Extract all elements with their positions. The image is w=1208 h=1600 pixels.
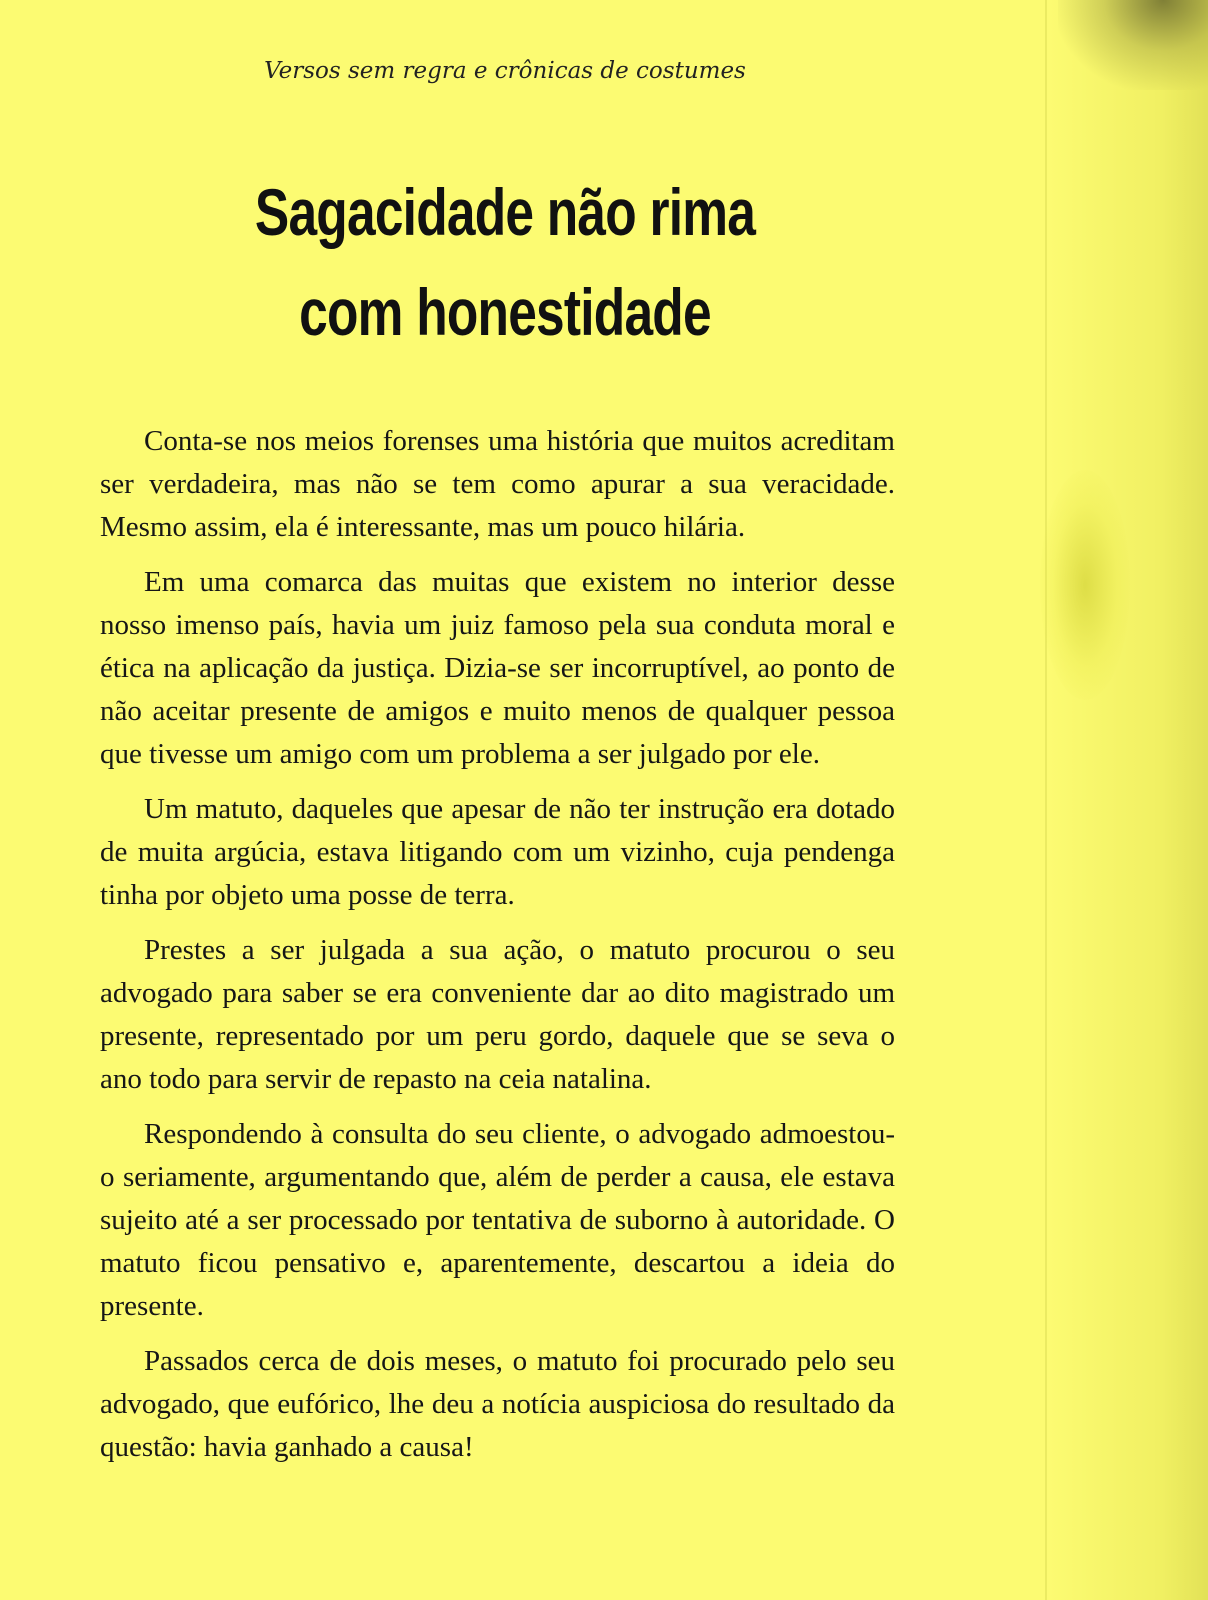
scan-edge-shadow	[1048, 0, 1208, 1600]
scan-smudge	[1040, 470, 1130, 700]
paragraph-3: Um matuto, daqueles que apesar de não ter instrução era dotado de muita argúcia, estava litigando com um vizinho, cuja pendenga tinha por objeto uma posse de terra.	[100, 793, 895, 911]
paragraph-5: Respondendo à consulta do seu cliente, o advogado admoestou-o seriamente, argumentando que, além de perder a causa, ele estava sujeito até a ser processado por tentativa de suborno à autoridade. O matuto ficou pensativo e, aparentemente, descartou a ideia do presente.	[100, 1118, 895, 1322]
chapter-title-line-2: com honestidade	[299, 275, 711, 349]
paragraph-1: Conta-se nos meios forenses uma história que muitos acreditam ser verdadeira, mas não se tem como apurar a sua veracidade. Mesmo assim, ela é interessante, mas um pouco hilária.	[100, 425, 895, 543]
paragraph-6: Passados cerca de dois meses, o matuto foi procurado pelo seu advogado, que eufórico, lhe deu a notícia auspiciosa do resultado da questão: havia ganhado a causa!	[100, 1345, 895, 1463]
chapter-title	[111, 162, 899, 362]
chapter-title-line-1: Sagacidade não rima	[254, 175, 756, 249]
running-head: Versos sem regra e crônicas de costumes	[264, 58, 746, 84]
paragraph-2: Em uma comarca das muitas que existem no interior desse nosso imenso país, havia um juiz famoso pela sua conduta moral e ética na aplicação da justiça. Dizia-se ser incorruptível, ao ponto de não aceitar presente de amigos e muito menos de qualquer pessoa que tivesse um amigo com um problema a ser julgado por ele.	[100, 566, 895, 770]
paragraph-4: Prestes a ser julgada a sua ação, o matuto procurou o seu advogado para saber se era conveniente dar ao dito magistrado um presente, representado por um peru gordo, daquele que se seva o ano todo para servir de repasto na ceia natalina.	[100, 934, 895, 1095]
body-text	[100, 420, 895, 1481]
scan-corner-shadow	[1058, 0, 1208, 90]
page-edge-line	[1045, 0, 1047, 1600]
